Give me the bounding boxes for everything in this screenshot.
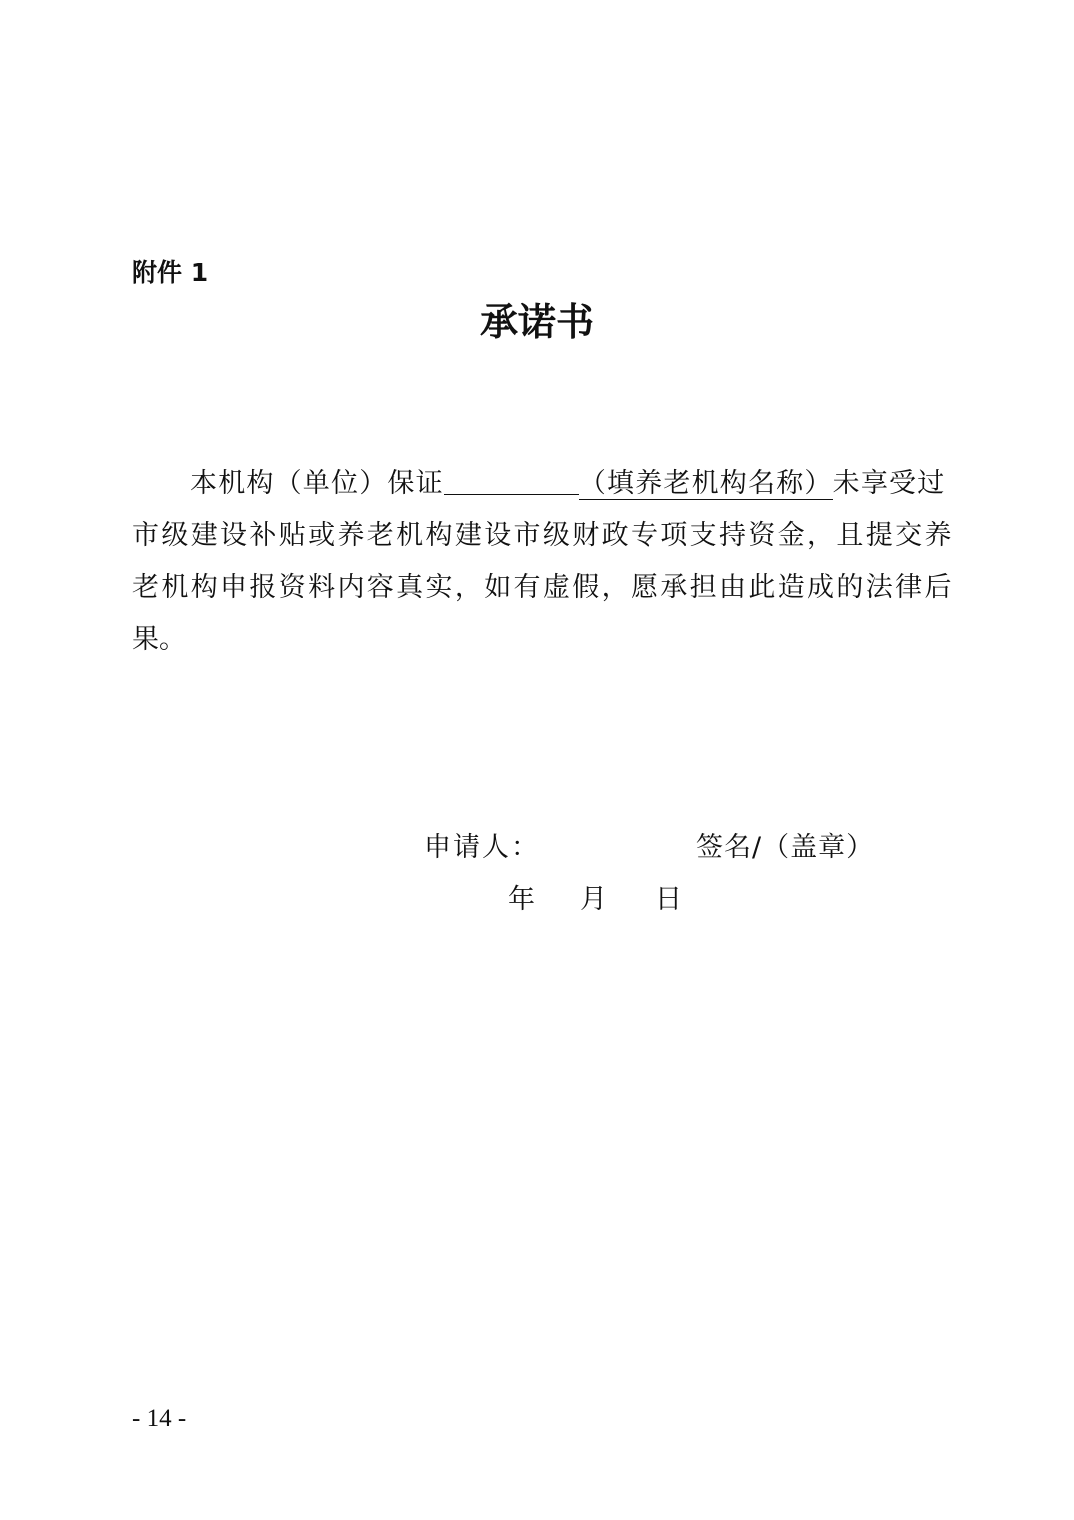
paragraph-line-1 xyxy=(190,466,950,502)
page-number: - 14 - xyxy=(132,1405,187,1432)
paragraph-line-2: 市级建设补贴或养老机构建设市级财政专项支持资金，且提交养 xyxy=(132,520,954,551)
institution-name-placeholder: （填养老机构名称） xyxy=(578,468,833,499)
paragraph-line-1-suffix: 未享受过 xyxy=(832,468,946,499)
document-title: 承诺书 xyxy=(479,299,594,344)
attachment-label: 附件 1 xyxy=(132,258,209,287)
applicant-label: 申请人： xyxy=(424,832,540,863)
paragraph-line-3: 老机构申报资料内容真实，如有虚假，愿承担由此造成的法律后 xyxy=(132,572,954,603)
paragraph-line-1-prefix: 本机构（单位）保证 xyxy=(190,468,444,499)
paragraph-line-4: 果。 xyxy=(132,624,186,655)
date-year-label: 年 xyxy=(508,884,535,915)
date-day-label: 日 xyxy=(655,884,682,915)
date-month-label: 月 xyxy=(580,884,607,915)
signature-seal-label: 签名/（盖章） xyxy=(696,832,875,863)
institution-name-blank xyxy=(444,468,579,495)
